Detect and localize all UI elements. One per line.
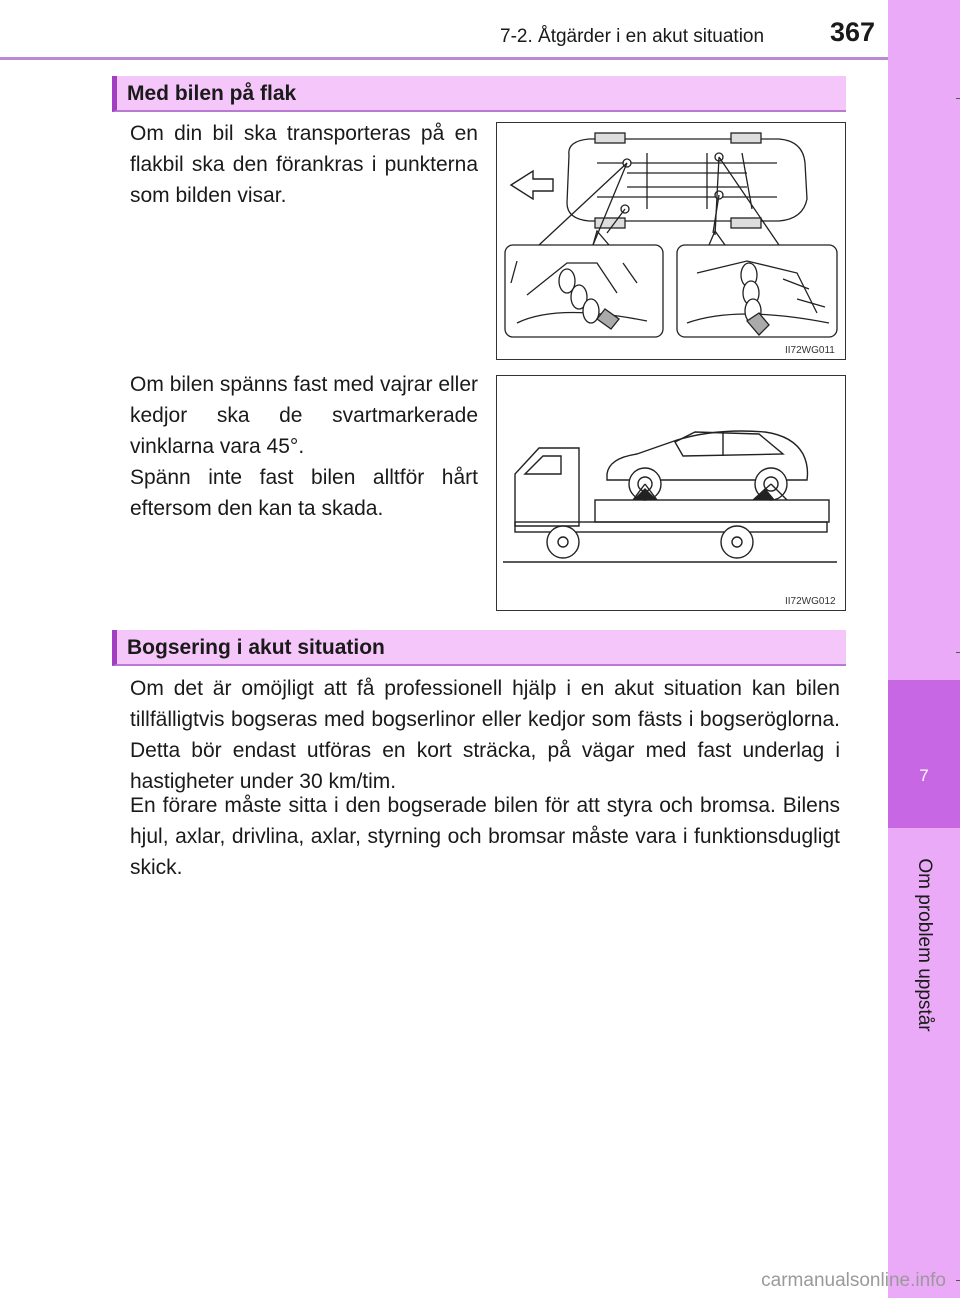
section-title: Bogsering i akut situation: [127, 636, 385, 659]
section-title: Med bilen på flak: [127, 82, 297, 105]
figure-code: II72WG011: [785, 345, 835, 356]
crop-mark: [956, 652, 960, 653]
chapter-side-tab: [888, 0, 960, 1298]
paragraph-chain-angle: Om bilen spänns fast med vajrar eller kedjor ska de svartmarkerade vinklarna vara 45°.: [130, 373, 478, 458]
crop-mark: [956, 1280, 960, 1281]
figure-code: II72WG012: [785, 596, 836, 607]
paragraph-flatbed-anchor: Om din bil ska transporteras på en flakbil ska den förankras i punkterna som bilden visar.: [130, 122, 478, 207]
page-number: 367: [830, 17, 876, 47]
crop-mark: [956, 98, 960, 99]
paragraph-driver-required: En förare måste sitta i den bogserade bilen för att styra och bromsa. Bilens hjul, axlar, drivlina, axlar, styrning och bromsar måste vara i funktionsdugligt skick.: [130, 794, 840, 879]
section-heading-emergency-towing: [112, 630, 846, 666]
watermark: carmanualsonline.info: [761, 1270, 946, 1291]
section-heading-flatbed: [112, 76, 846, 112]
chapter-active-tab: [888, 680, 960, 828]
chapter-number: 7: [919, 766, 929, 785]
flatbed-truck-illustration: [497, 376, 845, 610]
figure-flatbed-truck: [496, 375, 846, 611]
car-underside-illustration: [497, 123, 845, 359]
header-divider: [0, 57, 888, 60]
chapter-title: Om problem uppstår: [914, 858, 935, 1032]
header-title: 7-2. Åtgärder i en akut situation: [500, 26, 765, 47]
figure-anchor-points: [496, 122, 846, 360]
paragraph-emergency-towing: Om det är omöjligt att få professionell hjälp i en akut situation kan bilen tillfälligtvis bogseras med bogserlinor eller kedjor som fästs i bogseröglorna. Detta bör endast utföras en kort sträcka, på vägar med fast underlag i hastigheter under 30 km/tim.: [130, 677, 840, 793]
paragraph-not-too-tight: Spänn inte fast bilen alltför hårt eftersom den kan ta skada.: [130, 466, 478, 520]
